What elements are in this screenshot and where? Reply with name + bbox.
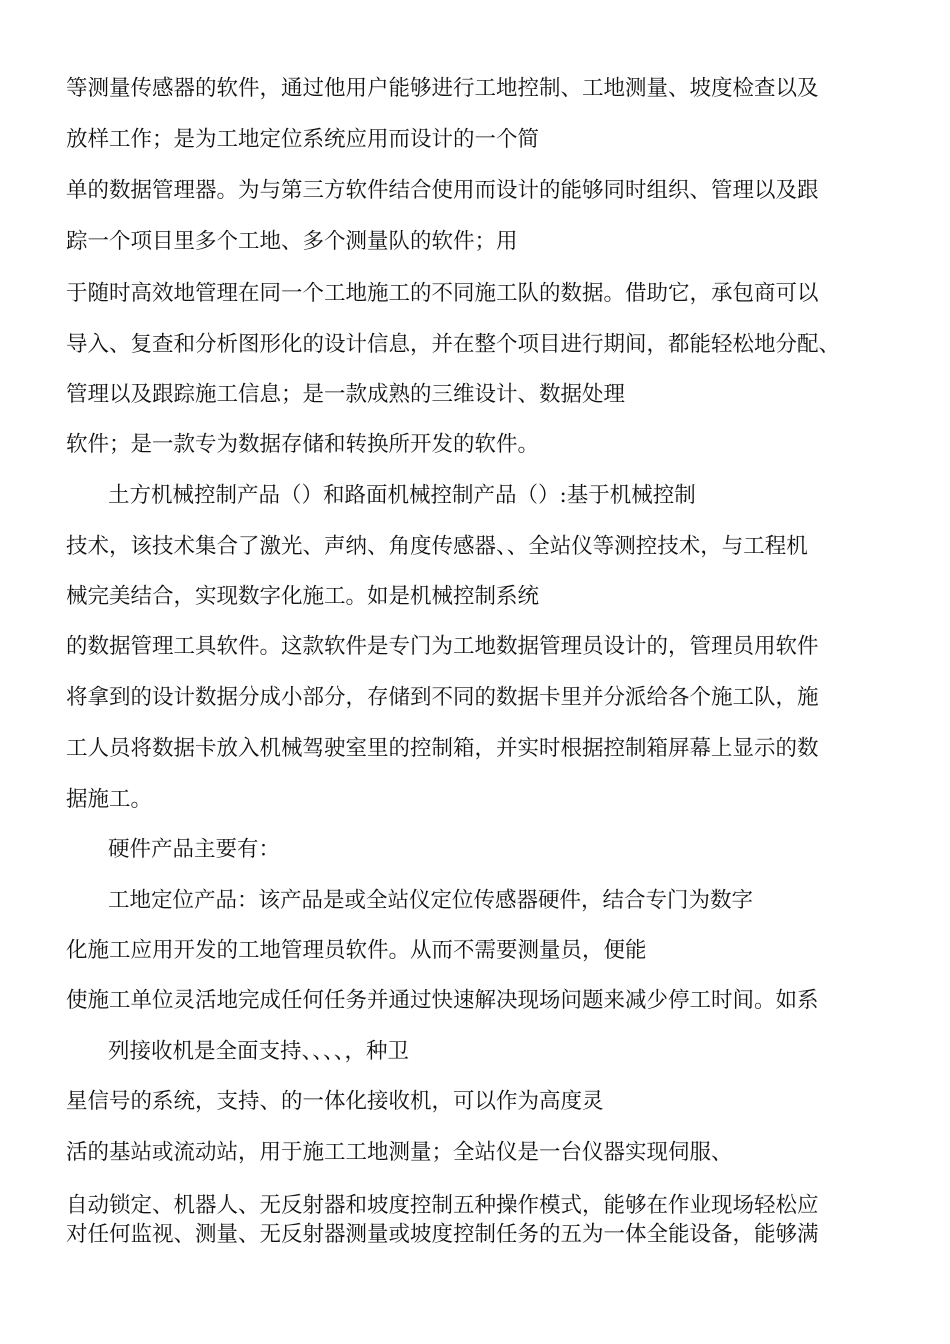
text-line: 放样工作；是为工地定位系统应用而设计的一个简 [66, 127, 540, 152]
text-line: 工人员将数据卡放入机械驾驶室里的控制箱，并实时根据控制箱屏幕上显示的数 [66, 736, 819, 761]
text-line: 活的基站或流动站，用于施工工地测量；全站仪是一台仪器实现伺服、 [66, 1140, 733, 1165]
text-line: 单的数据管理器。为与第三方软件结合使用而设计的能够同时组织、管理以及跟 [66, 178, 819, 203]
text-line: 械完美结合，实现数字化施工。如是机械控制系统 [66, 584, 540, 609]
paragraph-first-line: 土方机械控制产品（）和路面机械控制产品（）:基于机械控制 [108, 483, 696, 508]
paragraph-first-line: 硬件产品主要有： [108, 837, 281, 862]
text-line: 星信号的系统，支持、的一体化接收机，可以作为高度灵 [66, 1089, 604, 1114]
text-line: 技术，该技术集合了激光、声纳、角度传感器、、全站仪等测控技术，与工程机 [66, 534, 808, 559]
text-line: 使施工单位灵活地完成任何任务并通过快速解决现场问题来减少停工时间。如系 [66, 988, 819, 1013]
text-line: 自动锁定、机器人、无反射器和坡度控制五种操作模式，能够在作业现场轻松应 [66, 1193, 819, 1218]
text-line: 据施工。 [66, 787, 153, 812]
text-line: 等测量传感器的软件，通过他用户能够进行工地控制、工地测量、坡度检查以及 [66, 76, 819, 101]
paragraph-first-line: 列接收机是全面支持、、、、，种卫 [108, 1039, 410, 1064]
text-line: 对任何监视、测量、无反射器测量或坡度控制任务的五为一体全能设备，能够满 [66, 1222, 819, 1247]
text-line: 软件；是一款专为数据存储和转换所开发的软件。 [66, 432, 540, 457]
text-line: 的数据管理工具软件。这款软件是专门为工地数据管理员设计的，管理员用软件 [66, 634, 819, 659]
text-line: 化施工应用开发的工地管理员软件。从而不需要测量员，便能 [66, 938, 647, 963]
text-line: 导入、复查和分析图形化的设计信息，并在整个项目进行期间，都能轻松地分配、 [66, 332, 841, 357]
text-line: 管理以及跟踪施工信息；是一款成熟的三维设计、数据处理 [66, 382, 626, 407]
paragraph-first-line: 工地定位产品：该产品是或全站仪定位传感器硬件，结合专门为数字 [108, 888, 754, 913]
text-line: 于随时高效地管理在同一个工地施工的不同施工队的数据。借助它，承包商可以 [66, 281, 819, 306]
text-line: 踪一个项目里多个工地、多个测量队的软件；用 [66, 229, 518, 254]
text-line: 将拿到的设计数据分成小部分，存储到不同的数据卡里并分派给各个施工队，施 [66, 685, 819, 710]
